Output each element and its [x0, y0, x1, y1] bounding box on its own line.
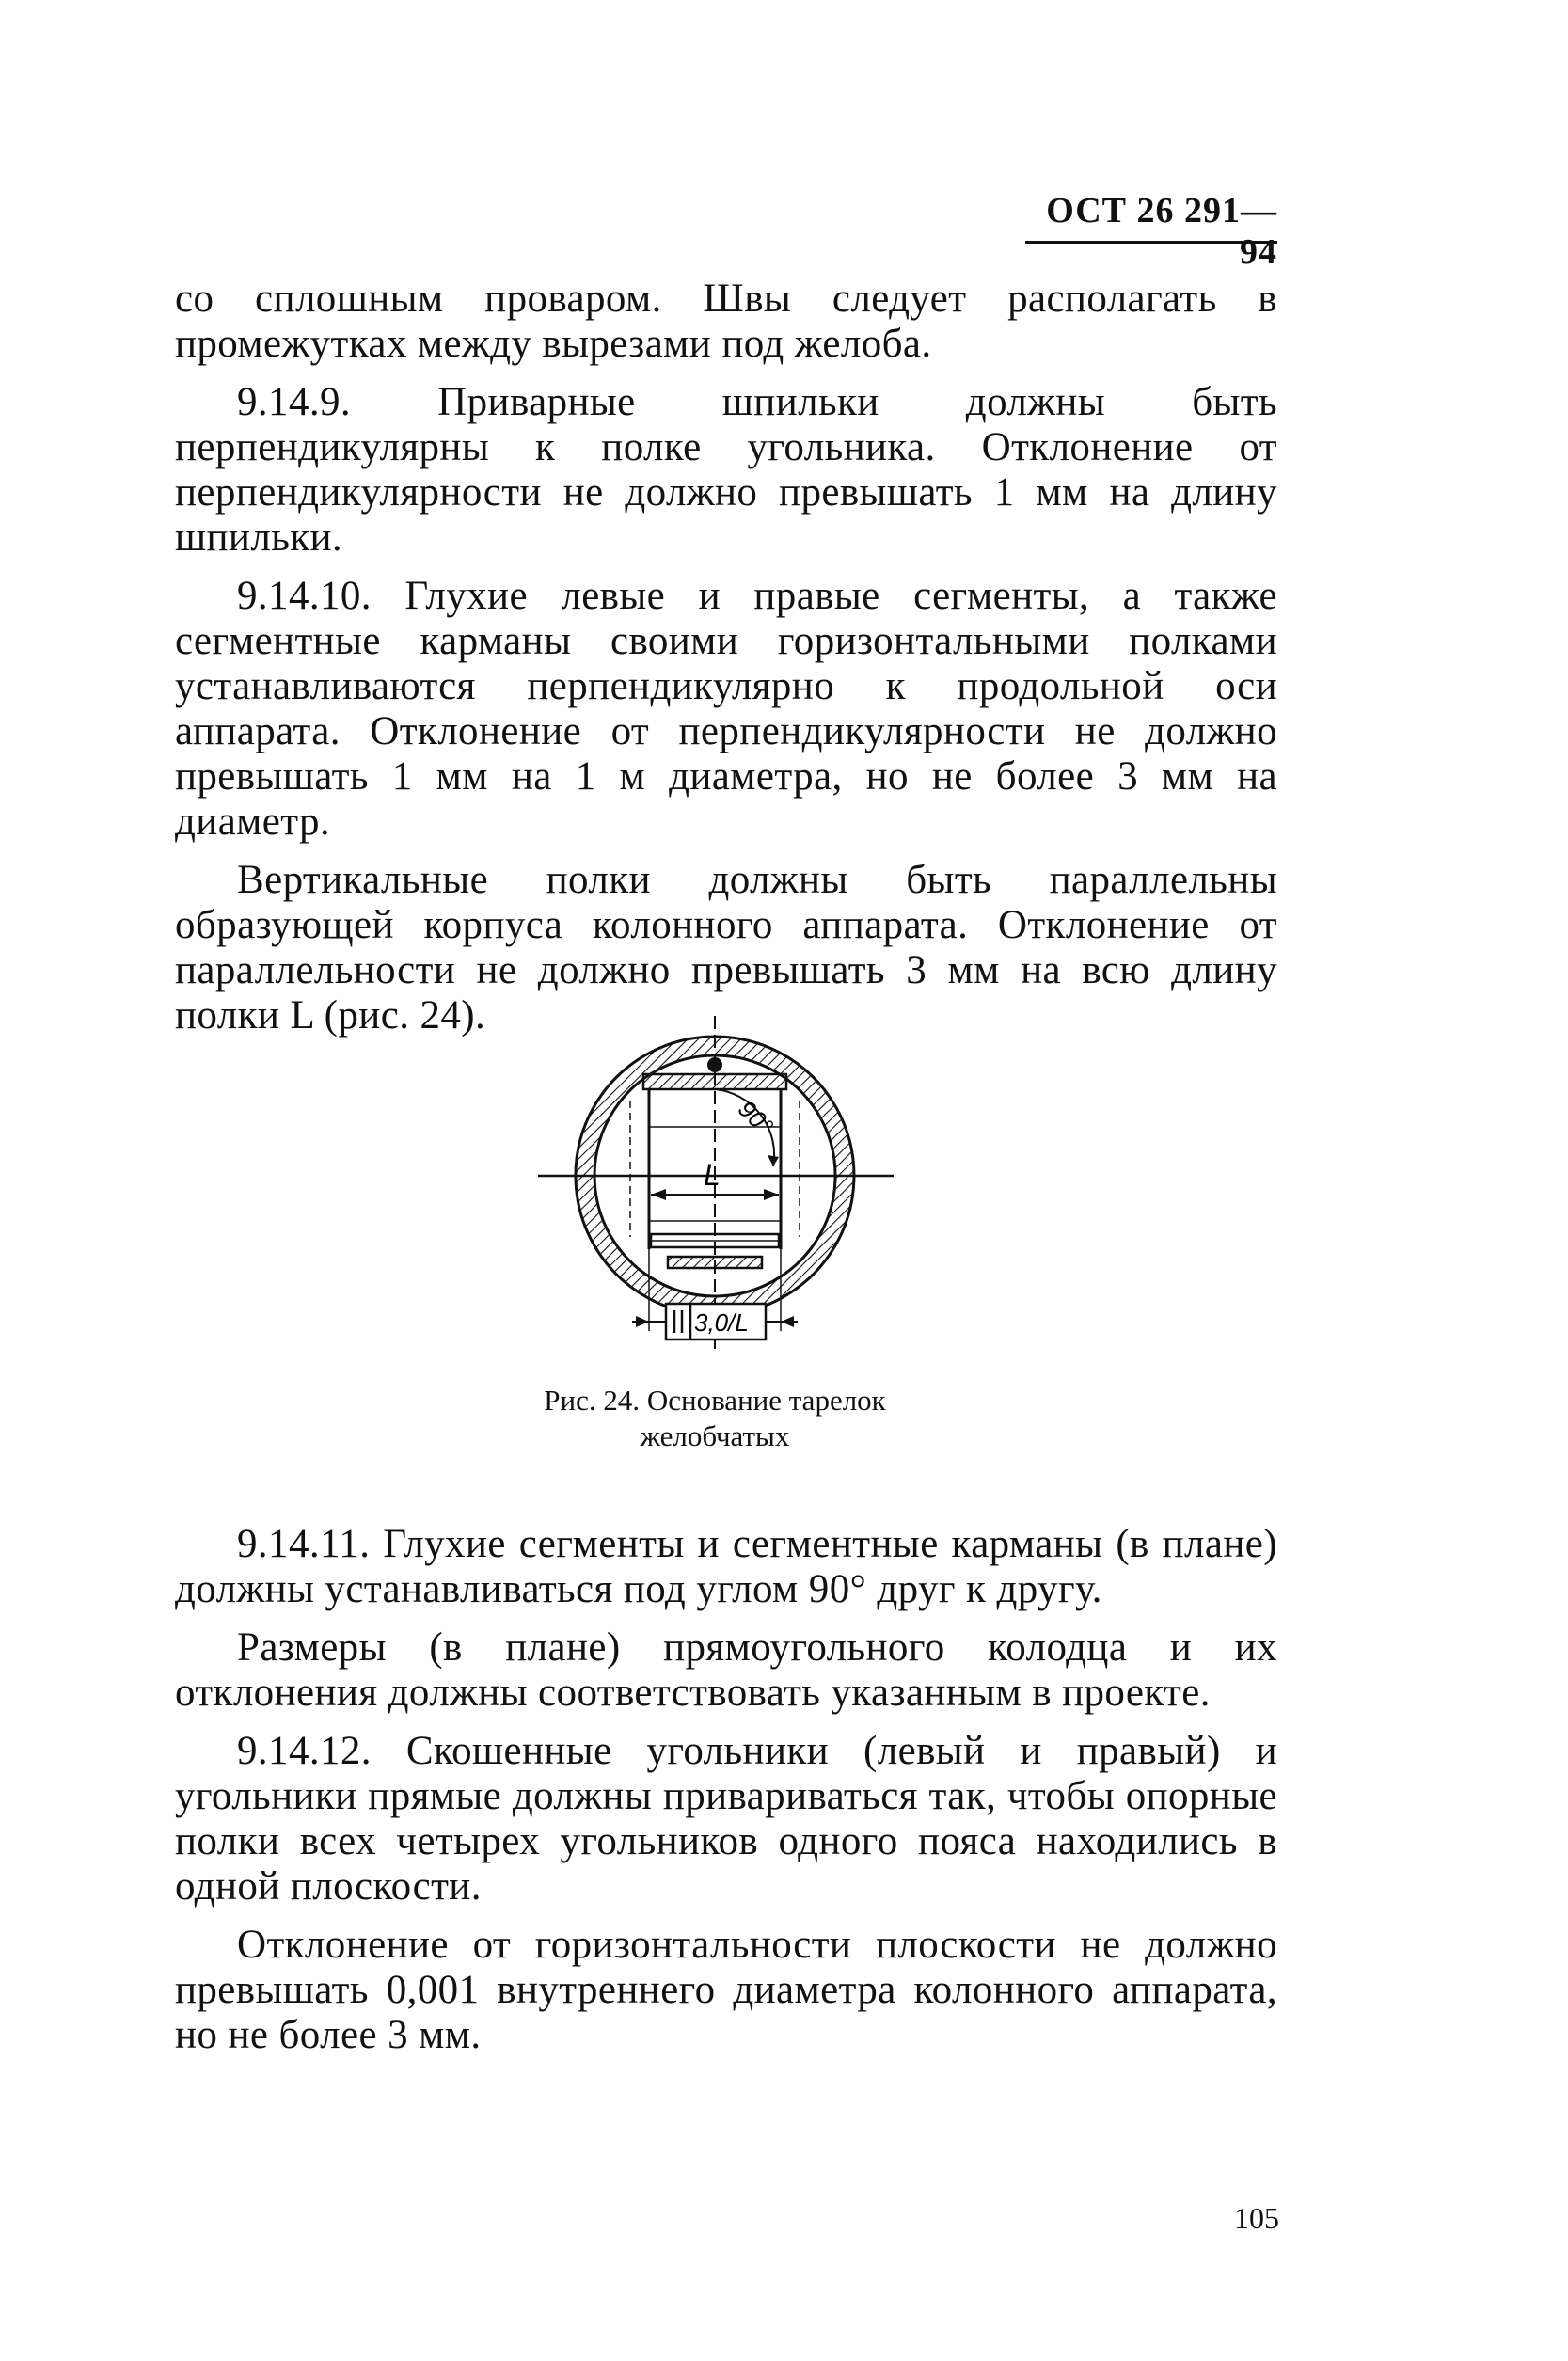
paragraph-9-14-9: 9.14.9. Приварные шпильки должны быть перпендикулярны к полке угольника. Отклонение от перпендикулярности не должно превышать 1 мм на длину шпильки.	[175, 380, 1277, 560]
paragraph-9-14-12: 9.14.12. Скошенные угольники (левый и правый) и угольники прямые должны привариваться так, чтобы опорные полки всех четырех угольников одного пояса находились в одной плоскости.	[175, 1729, 1277, 1909]
tolerance-value: 3,0/L	[694, 1308, 749, 1337]
angle-label: 90°	[733, 1094, 780, 1141]
figure-caption	[433, 1383, 997, 1454]
paragraph-vertical-shelves: Вертикальные полки должны быть параллельны образующей корпуса колонного аппарата. Отклонение от параллельности не должно превышать 3 мм на всю длину полки L (рис. 24).	[175, 858, 1277, 1038]
caption-line-1: Рис. 24. Основание тарелок	[544, 1384, 886, 1417]
figure-24-drawing	[527, 997, 903, 1373]
text-block-lower	[175, 1522, 1277, 2058]
page-number: 105	[1234, 2201, 1279, 2235]
header-underline	[1025, 241, 1277, 244]
paragraph-9-14-11: 9.14.11. Глухие сегменты и сегментные карманы (в плане) должны устанавливаться под углом 90° друг к другу.	[175, 1522, 1277, 1611]
paragraph-well-dimensions: Размеры (в плане) прямоугольного колодца и их отклонения должны соответствовать указанным в проекте.	[175, 1625, 1277, 1715]
document-code: ОСТ 26 291—94	[1046, 191, 1277, 272]
paragraph-continuation: со сплошным проваром. Швы следует располагать в промежутках между вырезами под желоба.	[175, 277, 1277, 366]
dimension-L	[651, 1158, 779, 1200]
dim-label-L: L	[704, 1158, 721, 1192]
paragraph-9-14-10: 9.14.10. Глухие левые и правые сегменты, а также сегментные карманы своими горизонтальными полками устанавливаются перпендикулярно к продольной оси аппарата. Отклонение от перпендикулярности не должно превышать 1 мм на 1 м диаметра, но не более 3 мм на диаметр.	[175, 574, 1277, 844]
paragraph-horizontality: Отклонение от горизонтальности плоскости не должно превышать 0,001 внутреннего диаметра колонного аппарата, но не более 3 мм.	[175, 1923, 1277, 2057]
caption-line-2: желобчатых	[640, 1419, 790, 1452]
text-block-upper	[175, 277, 1277, 1038]
